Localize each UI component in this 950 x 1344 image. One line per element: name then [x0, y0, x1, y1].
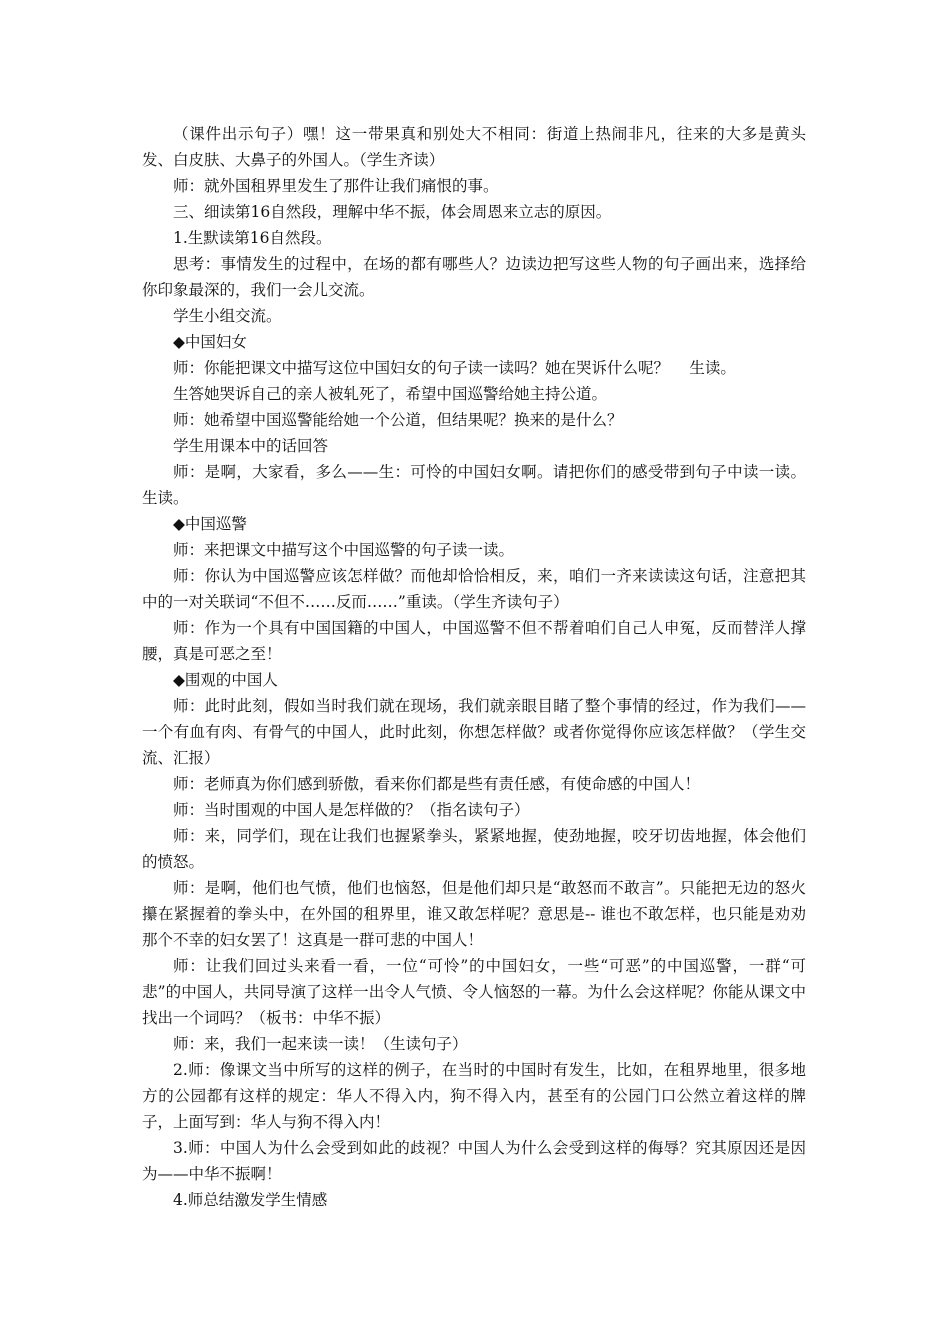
paragraph: 师：作为一个具有中国国籍的中国人，中国巡警不但不帮着咱们自己人申冤，反而替洋人撑腰，真是可恶之至！	[142, 619, 806, 663]
paragraph: 师：她希望中国巡警能给她一个公道，但结果呢？换来的是什么？	[173, 411, 623, 429]
paragraph: 4.师总结激发学生情感	[173, 1191, 328, 1209]
paragraph: 师：此时此刻，假如当时我们就在现场，我们就亲眼目睹了整个事情的经过，作为我们——一个有血有肉、有骨气的中国人，此时此刻，你想怎样做？或者你觉得你应该怎样做？（学生交流、汇报）	[142, 697, 806, 767]
subheading-chinese-woman: ◆中国妇女	[173, 333, 247, 351]
document-body	[142, 121, 806, 1213]
paragraph: 3.师：中国人为什么会受到如此的歧视？中国人为什么会受到这样的侮辱？究其原因还是因为——中华不振啊！	[142, 1139, 806, 1183]
section-heading: 三、细读第16自然段，理解中华不振，体会周恩来立志的原因。	[173, 203, 612, 221]
paragraph: 师：来把课文中描写这个中国巡警的句子读一读。	[173, 541, 515, 559]
subheading-onlookers: ◆围观的中国人	[173, 671, 278, 689]
paragraph: 师：是啊，他们也气愤，他们也恼怒，但是他们却只是“敢怒而不敢言”。只能把无边的怒火攥在紧握着的拳头中，在外国的租界里，谁又敢怎样呢？意思是-- 谁也不敢怎样，也只能是劝劝那个不幸的妇女罢了！这真是一群可悲的中国人！	[142, 879, 806, 949]
paragraph: 师：来，同学们，现在让我们也握紧拳头，紧紧地握，使劲地握，咬牙切齿地握，体会他们的愤怒。	[142, 827, 806, 871]
paragraph: 师：就外国租界里发生了那件让我们痛恨的事。	[173, 177, 499, 195]
paragraph: （课件出示句子）嘿！这一带果真和别处大不相同：街道上热闹非凡，往来的大多是黄头发、白皮肤、大鼻子的外国人。（学生齐读）	[142, 125, 806, 169]
paragraph: 学生用课本中的话回答	[173, 437, 329, 455]
paragraph: 师：是啊，大家看，多么——生：可怜的中国妇女啊。请把你们的感受带到句子中读一读。 生读。	[142, 463, 806, 507]
paragraph: 思考：事情发生的过程中，在场的都有哪些人？边读边把写这些人物的句子画出来，选择给你印象最深的，我们一会儿交流。	[142, 255, 806, 299]
paragraph: 2.师：像课文当中所写的这样的例子，在当时的中国时有发生，比如，在租界地里，很多地方的公园都有这样的规定：华人不得入内，狗不得入内，甚至有的公园门口公然立着这样的牌子，上面写到：华人与狗不得入内！	[142, 1061, 806, 1131]
paragraph: 师：你认为中国巡警应该怎样做？而他却恰恰相反，来，咱们一齐来读读这句话，注意把其中的一对关联词“不但不……反而……”重读。（学生齐读句子）	[142, 567, 806, 611]
paragraph: 生答她哭诉自己的亲人被轧死了，希望中国巡警给她主持公道。	[173, 385, 608, 403]
paragraph: 师：来，我们一起来读一读！（生读句子）	[173, 1035, 468, 1053]
paragraph: 师：当时围观的中国人是怎样做的？（指名读句子）	[173, 801, 530, 819]
paragraph: 师：你能把课文中描写这位中国妇女的句子读一读吗？她在哭诉什么呢？ 生读。	[173, 359, 736, 377]
paragraph: 师：让我们回过头来看一看，一位“可怜”的中国妇女，一些“可恶”的中国巡警，一群“可悲”的中国人，共同导演了这样一出令人气愤、令人恼怒的一幕。为什么会这样呢？你能从课文中找出一个词吗？（板书：中华不振）	[142, 957, 806, 1027]
subheading-chinese-police: ◆中国巡警	[173, 515, 247, 533]
paragraph: 师：老师真为你们感到骄傲，看来你们都是些有责任感，有使命感的中国人！	[173, 775, 701, 793]
paragraph: 1.生默读第16自然段。	[173, 229, 332, 247]
paragraph: 学生小组交流。	[173, 307, 282, 325]
